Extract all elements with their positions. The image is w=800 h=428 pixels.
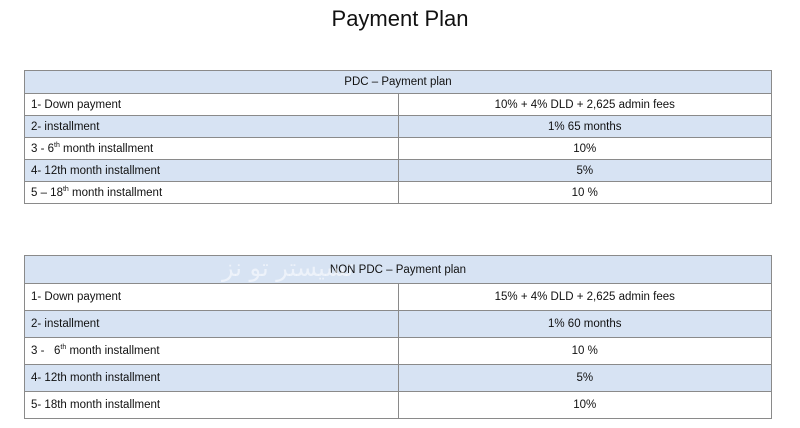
non-pdc-table-header: NON PDC – Payment plan [25, 256, 772, 284]
table-row [25, 338, 772, 365]
row-label [25, 338, 399, 365]
pdc-table-header: PDC – Payment plan [25, 71, 772, 94]
table-row [25, 94, 772, 116]
row-label: 1- Down payment [25, 284, 399, 311]
row-value: 10 % [398, 182, 772, 204]
row-value: 15% + 4% DLD + 2,625 admin fees [398, 284, 772, 311]
row-label: 2- installment [25, 311, 399, 338]
table-row [25, 284, 772, 311]
table-row [25, 311, 772, 338]
row-label: 1- Down payment [25, 94, 399, 116]
label-superscript: th [54, 141, 60, 149]
table-row [25, 182, 772, 204]
page-title: Payment Plan [331, 6, 469, 31]
table-row [25, 160, 772, 182]
watermark: تسيستر تو نز [222, 254, 354, 282]
row-label: 4- 12th month installment [25, 160, 399, 182]
row-value: 10% [398, 138, 772, 160]
row-label [25, 182, 399, 204]
table-header-row [25, 71, 772, 94]
label-text: 5 – 18 [31, 186, 63, 199]
row-label: 5- 18th month installment [25, 392, 399, 419]
pdc-payment-plan-table [24, 70, 772, 204]
row-value: 1% 60 months [398, 311, 772, 338]
label-text: month installment [59, 142, 154, 155]
label-text: month installment [66, 345, 160, 357]
table-row [25, 116, 772, 138]
row-value: 10% + 4% DLD + 2,625 admin fees [398, 94, 772, 116]
table-row [25, 365, 772, 392]
label-superscript: th [60, 344, 67, 352]
table-header-row [25, 256, 772, 284]
label-text: 3 - 6 [31, 345, 61, 357]
row-label [25, 138, 399, 160]
label-text: 3 - 6 [31, 142, 55, 155]
row-value: 5% [398, 365, 772, 392]
non-pdc-payment-plan-table [24, 255, 772, 419]
row-value: 5% [398, 160, 772, 182]
label-superscript: th [62, 185, 69, 193]
table-row [25, 392, 772, 419]
row-value: 10 % [398, 338, 772, 365]
row-label: 2- installment [25, 116, 399, 138]
row-value: 10% [398, 392, 772, 419]
table-row [25, 138, 772, 160]
row-value: 1% 65 months [398, 116, 772, 138]
row-label: 4- 12th month installment [25, 365, 399, 392]
label-text: month installment [68, 186, 163, 199]
